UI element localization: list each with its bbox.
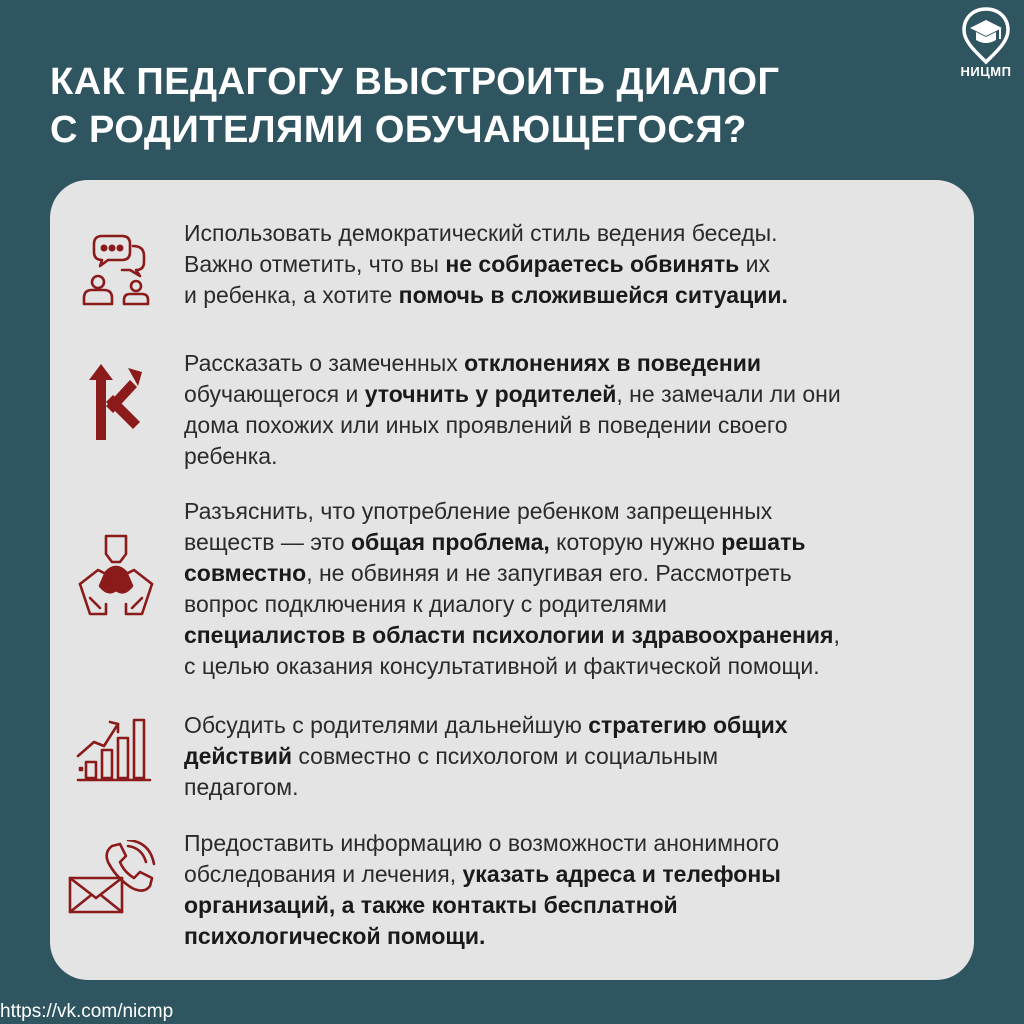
item-text [184,828,781,952]
body-text: , [833,622,840,648]
body-text: веществ — это [184,529,351,555]
growth-chart-icon [74,710,154,784]
body-text: ребенка. [184,443,278,469]
body-text: Разъяснить, что употребление ребенком запрещенных [184,498,773,524]
body-text: которую нужно [549,529,722,555]
logo-text: НИЦМП [960,64,1012,79]
body-text: , не обвиняя и не запугивая его. Рассмотреть [306,560,792,586]
emphasis-text: организаций, а также контакты бесплатной [184,892,678,918]
item-text [184,496,840,682]
body-text: Использовать демократический стиль ведения беседы. [184,220,778,246]
emphasis-text: совместно [184,560,307,586]
phone-envelope-icon [66,840,158,920]
page-title [50,58,780,154]
emphasis-text: указать адреса и телефоны [462,861,781,887]
item-text [184,710,788,803]
body-text: их [739,251,770,277]
joined-hands-icon [76,532,156,624]
diverging-arrows-icon [84,362,146,444]
content-card [50,180,974,980]
title-line-2: С РОДИТЕЛЯМИ ОБУЧАЮЩЕГОСЯ? [50,109,747,151]
emphasis-text: специалистов в области психологии и здравоохранения [184,622,834,648]
body-text: совместно с психологом и социальным [292,743,719,769]
body-text: Рассказать о замеченных [184,350,465,376]
conversation-people-icon [78,232,158,312]
body-text: , не замечали ли они [616,381,841,407]
emphasis-text: решать [721,529,806,555]
body-text: педагогом. [184,774,299,800]
body-text: Обсудить с родителями дальнейшую [184,712,589,738]
graduation-cap-pin-icon [960,6,1012,66]
title-line-1: КАК ПЕДАГОГУ ВЫСТРОИТЬ ДИАЛОГ [50,61,780,103]
body-text: Предоставить информацию о возможности анонимного [184,830,780,856]
body-text: вопрос подключения к диалогу с родителями [184,591,667,617]
body-text: с целью оказания консультативной и фактической помощи. [184,653,820,679]
emphasis-text: общая проблема, [350,529,550,555]
item-text [184,218,788,311]
emphasis-text: психологической помощи. [184,923,486,949]
footer-link[interactable]: https://vk.com/nicmp [0,1001,174,1022]
item-text [184,348,841,472]
body-text: Важно отметить, что вы [184,251,446,277]
logo [948,6,1024,86]
body-text: дома похожих или иных проявлений в поведении своего [184,412,788,438]
emphasis-text: не собираетесь обвинять [445,251,740,277]
body-text: и ребенка, а хотите [184,282,399,308]
body-text: обучающегося и [184,381,365,407]
emphasis-text: отклонениях в поведении [464,350,762,376]
emphasis-text: стратегию общих [588,712,788,738]
emphasis-text: уточнить у родителей [364,381,617,407]
body-text: обследования и лечения, [184,861,463,887]
emphasis-text: действий [184,743,293,769]
emphasis-text: помочь в сложившейся ситуации. [398,282,788,308]
